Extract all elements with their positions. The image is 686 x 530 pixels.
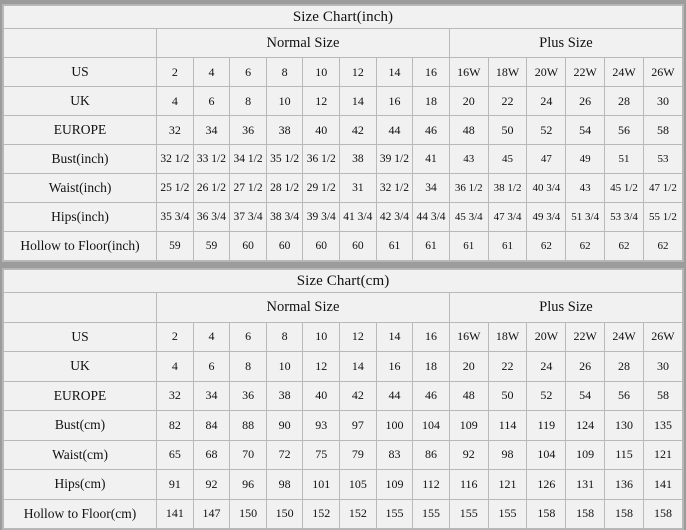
- cell: 75: [303, 440, 340, 470]
- cell: 83: [376, 440, 413, 470]
- row-label-uk: UK: [4, 87, 157, 116]
- cell: 42: [340, 116, 377, 145]
- cell: 39 3/4: [303, 203, 340, 232]
- cell: 6: [230, 58, 267, 87]
- cell: 4: [157, 352, 194, 382]
- cell: 56: [605, 381, 644, 411]
- cell: 28 1/2: [266, 174, 303, 203]
- cell: 155: [449, 499, 488, 529]
- cell: 38 3/4: [266, 203, 303, 232]
- row-label-europe: EUROPE: [4, 381, 157, 411]
- cell: 53: [643, 145, 682, 174]
- cell: 88: [230, 411, 267, 441]
- cell: 61: [449, 232, 488, 261]
- cell: 152: [303, 499, 340, 529]
- table-row: [4, 499, 683, 529]
- cell: 82: [157, 411, 194, 441]
- cell: 30: [643, 87, 682, 116]
- cell: 31: [340, 174, 377, 203]
- cell: 35 1/2: [266, 145, 303, 174]
- cell: 40: [303, 116, 340, 145]
- group-plus-size: Plus Size: [449, 293, 682, 323]
- cell: 62: [605, 232, 644, 261]
- cell: 65: [157, 440, 194, 470]
- cell: 8: [266, 58, 303, 87]
- size-chart-cm: [2, 268, 684, 530]
- table-row: [4, 352, 683, 382]
- cell: 34: [193, 381, 230, 411]
- group-corner-cell: [4, 293, 157, 323]
- cell: 8: [230, 87, 267, 116]
- cell: 2: [157, 322, 194, 352]
- cell: 28: [605, 87, 644, 116]
- cell: 79: [340, 440, 377, 470]
- cell: 51 3/4: [566, 203, 605, 232]
- row-label-bust: Bust(cm): [4, 411, 157, 441]
- cell: 32 1/2: [376, 174, 413, 203]
- cell: 48: [449, 381, 488, 411]
- row-label-hips: Hips(cm): [4, 470, 157, 500]
- cell: 18: [413, 87, 450, 116]
- cell: 104: [413, 411, 450, 441]
- table-row: [4, 381, 683, 411]
- cell: 16: [413, 322, 450, 352]
- cell: 6: [193, 352, 230, 382]
- cell: 4: [193, 322, 230, 352]
- cell: 124: [566, 411, 605, 441]
- table-row: [4, 87, 683, 116]
- table-row-groups: [4, 29, 683, 58]
- row-label-europe: EUROPE: [4, 116, 157, 145]
- cell: 12: [303, 87, 340, 116]
- cell: 62: [566, 232, 605, 261]
- cell: 16: [413, 58, 450, 87]
- cell: 44: [376, 116, 413, 145]
- row-label-us: US: [4, 322, 157, 352]
- cell: 24W: [605, 58, 644, 87]
- cell: 60: [303, 232, 340, 261]
- cell: 59: [193, 232, 230, 261]
- cell: 26: [566, 87, 605, 116]
- table-row: [4, 116, 683, 145]
- cell: 158: [527, 499, 566, 529]
- cell: 49 3/4: [527, 203, 566, 232]
- cell: 53 3/4: [605, 203, 644, 232]
- cell: 6: [230, 322, 267, 352]
- cell: 28: [605, 352, 644, 382]
- cell: 55 1/2: [643, 203, 682, 232]
- cell: 20W: [527, 58, 566, 87]
- cell: 93: [303, 411, 340, 441]
- cell: 42: [340, 381, 377, 411]
- cell: 96: [230, 470, 267, 500]
- cell: 114: [488, 411, 527, 441]
- cell: 121: [643, 440, 682, 470]
- table-row: [4, 470, 683, 500]
- cell: 92: [449, 440, 488, 470]
- cell: 84: [193, 411, 230, 441]
- cell: 34: [413, 174, 450, 203]
- cell: 37 3/4: [230, 203, 267, 232]
- cell: 22: [488, 87, 527, 116]
- cell: 126: [527, 470, 566, 500]
- cell: 61: [413, 232, 450, 261]
- cell: 90: [266, 411, 303, 441]
- cell: 35 3/4: [157, 203, 194, 232]
- group-normal-size: Normal Size: [157, 293, 450, 323]
- cell: 43: [449, 145, 488, 174]
- cell: 158: [643, 499, 682, 529]
- cell: 26: [566, 352, 605, 382]
- chart-title: Size Chart(cm): [4, 270, 683, 293]
- cell: 52: [527, 116, 566, 145]
- cell: 62: [643, 232, 682, 261]
- group-plus-size: Plus Size: [449, 29, 682, 58]
- cell: 32: [157, 381, 194, 411]
- cell: 50: [488, 116, 527, 145]
- cell: 36 1/2: [449, 174, 488, 203]
- row-label-hips: Hips(inch): [4, 203, 157, 232]
- cell: 58: [643, 381, 682, 411]
- cell: 158: [566, 499, 605, 529]
- cell: 2: [157, 58, 194, 87]
- cell: 60: [340, 232, 377, 261]
- table-row-groups: [4, 293, 683, 323]
- cell: 155: [488, 499, 527, 529]
- cell: 36: [230, 381, 267, 411]
- cell: 4: [193, 58, 230, 87]
- cell: 101: [303, 470, 340, 500]
- row-label-us: US: [4, 58, 157, 87]
- cell: 34 1/2: [230, 145, 267, 174]
- cell: 4: [157, 87, 194, 116]
- cell: 45 1/2: [605, 174, 644, 203]
- cell: 41: [413, 145, 450, 174]
- cell: 42 3/4: [376, 203, 413, 232]
- cell: 14: [376, 58, 413, 87]
- cell: 18: [413, 352, 450, 382]
- cell: 152: [340, 499, 377, 529]
- table-row: [4, 232, 683, 261]
- cell: 54: [566, 381, 605, 411]
- table-row: [4, 174, 683, 203]
- cell: 115: [605, 440, 644, 470]
- cell: 155: [413, 499, 450, 529]
- cell: 86: [413, 440, 450, 470]
- size-chart-inch: [2, 4, 684, 262]
- cell: 40 3/4: [527, 174, 566, 203]
- cell: 20: [449, 352, 488, 382]
- cell: 12: [340, 322, 377, 352]
- cell: 14: [340, 87, 377, 116]
- cell: 45: [488, 145, 527, 174]
- cell: 105: [340, 470, 377, 500]
- cell: 141: [157, 499, 194, 529]
- cell: 91: [157, 470, 194, 500]
- cell: 58: [643, 116, 682, 145]
- cell: 150: [266, 499, 303, 529]
- cell: 38: [266, 116, 303, 145]
- group-corner-cell: [4, 29, 157, 58]
- cell: 39 1/2: [376, 145, 413, 174]
- table-row: [4, 145, 683, 174]
- cell: 44 3/4: [413, 203, 450, 232]
- cell: 60: [230, 232, 267, 261]
- cell: 72: [266, 440, 303, 470]
- cell: 147: [193, 499, 230, 529]
- row-label-waist: Waist(inch): [4, 174, 157, 203]
- row-label-hollow-to-floor: Hollow to Floor(inch): [4, 232, 157, 261]
- cell: 52: [527, 381, 566, 411]
- cell: 45 3/4: [449, 203, 488, 232]
- table-row: [4, 203, 683, 232]
- cell: 10: [303, 58, 340, 87]
- cell: 100: [376, 411, 413, 441]
- cell: 16: [376, 87, 413, 116]
- cell: 10: [266, 87, 303, 116]
- cell: 104: [527, 440, 566, 470]
- cell: 98: [266, 470, 303, 500]
- cell: 109: [566, 440, 605, 470]
- cell: 61: [488, 232, 527, 261]
- group-normal-size: Normal Size: [157, 29, 450, 58]
- cell: 121: [488, 470, 527, 500]
- cell: 10: [266, 352, 303, 382]
- cell: 59: [157, 232, 194, 261]
- cell: 60: [266, 232, 303, 261]
- cell: 130: [605, 411, 644, 441]
- cell: 112: [413, 470, 450, 500]
- cell: 6: [193, 87, 230, 116]
- cell: 10: [303, 322, 340, 352]
- cell: 8: [266, 322, 303, 352]
- table-row: [4, 322, 683, 352]
- cell: 12: [340, 58, 377, 87]
- cell: 30: [643, 352, 682, 382]
- cell: 20: [449, 87, 488, 116]
- cell: 47 3/4: [488, 203, 527, 232]
- cell: 119: [527, 411, 566, 441]
- cell: 56: [605, 116, 644, 145]
- cell: 38: [340, 145, 377, 174]
- table-row-title: [4, 6, 683, 29]
- cell: 22W: [566, 58, 605, 87]
- cell: 92: [193, 470, 230, 500]
- cell: 22W: [566, 322, 605, 352]
- cell: 46: [413, 381, 450, 411]
- cell: 18W: [488, 58, 527, 87]
- cell: 12: [303, 352, 340, 382]
- cell: 98: [488, 440, 527, 470]
- chart-title: Size Chart(inch): [4, 6, 683, 29]
- cell: 26 1/2: [193, 174, 230, 203]
- row-label-bust: Bust(inch): [4, 145, 157, 174]
- cell: 32: [157, 116, 194, 145]
- table-row: [4, 440, 683, 470]
- cell: 46: [413, 116, 450, 145]
- cell: 131: [566, 470, 605, 500]
- cell: 16: [376, 352, 413, 382]
- cell: 16W: [449, 58, 488, 87]
- cell: 36 3/4: [193, 203, 230, 232]
- cell: 116: [449, 470, 488, 500]
- cell: 109: [449, 411, 488, 441]
- table-row-title: [4, 270, 683, 293]
- cell: 158: [605, 499, 644, 529]
- cell: 136: [605, 470, 644, 500]
- cell: 47: [527, 145, 566, 174]
- cell: 44: [376, 381, 413, 411]
- cell: 97: [340, 411, 377, 441]
- cell: 32 1/2: [157, 145, 194, 174]
- cell: 50: [488, 381, 527, 411]
- row-label-uk: UK: [4, 352, 157, 382]
- cell: 40: [303, 381, 340, 411]
- cell: 33 1/2: [193, 145, 230, 174]
- cell: 14: [376, 322, 413, 352]
- cell: 47 1/2: [643, 174, 682, 203]
- cell: 27 1/2: [230, 174, 267, 203]
- cell: 62: [527, 232, 566, 261]
- cell: 43: [566, 174, 605, 203]
- cell: 70: [230, 440, 267, 470]
- cell: 54: [566, 116, 605, 145]
- cell: 24: [527, 352, 566, 382]
- cell: 68: [193, 440, 230, 470]
- cell: 48: [449, 116, 488, 145]
- cell: 155: [376, 499, 413, 529]
- cell: 14: [340, 352, 377, 382]
- cell: 29 1/2: [303, 174, 340, 203]
- cell: 16W: [449, 322, 488, 352]
- size-table-inch: [3, 5, 683, 261]
- cell: 20W: [527, 322, 566, 352]
- cell: 51: [605, 145, 644, 174]
- row-label-hollow-to-floor: Hollow to Floor(cm): [4, 499, 157, 529]
- cell: 25 1/2: [157, 174, 194, 203]
- cell: 24: [527, 87, 566, 116]
- cell: 24W: [605, 322, 644, 352]
- cell: 8: [230, 352, 267, 382]
- row-label-waist: Waist(cm): [4, 440, 157, 470]
- cell: 38: [266, 381, 303, 411]
- cell: 150: [230, 499, 267, 529]
- cell: 18W: [488, 322, 527, 352]
- cell: 22: [488, 352, 527, 382]
- cell: 41 3/4: [340, 203, 377, 232]
- cell: 34: [193, 116, 230, 145]
- size-table-cm: [3, 269, 683, 529]
- cell: 36 1/2: [303, 145, 340, 174]
- table-row: [4, 58, 683, 87]
- cell: 109: [376, 470, 413, 500]
- cell: 38 1/2: [488, 174, 527, 203]
- cell: 36: [230, 116, 267, 145]
- cell: 61: [376, 232, 413, 261]
- table-row: [4, 411, 683, 441]
- cell: 49: [566, 145, 605, 174]
- cell: 141: [643, 470, 682, 500]
- cell: 135: [643, 411, 682, 441]
- cell: 26W: [643, 322, 682, 352]
- cell: 26W: [643, 58, 682, 87]
